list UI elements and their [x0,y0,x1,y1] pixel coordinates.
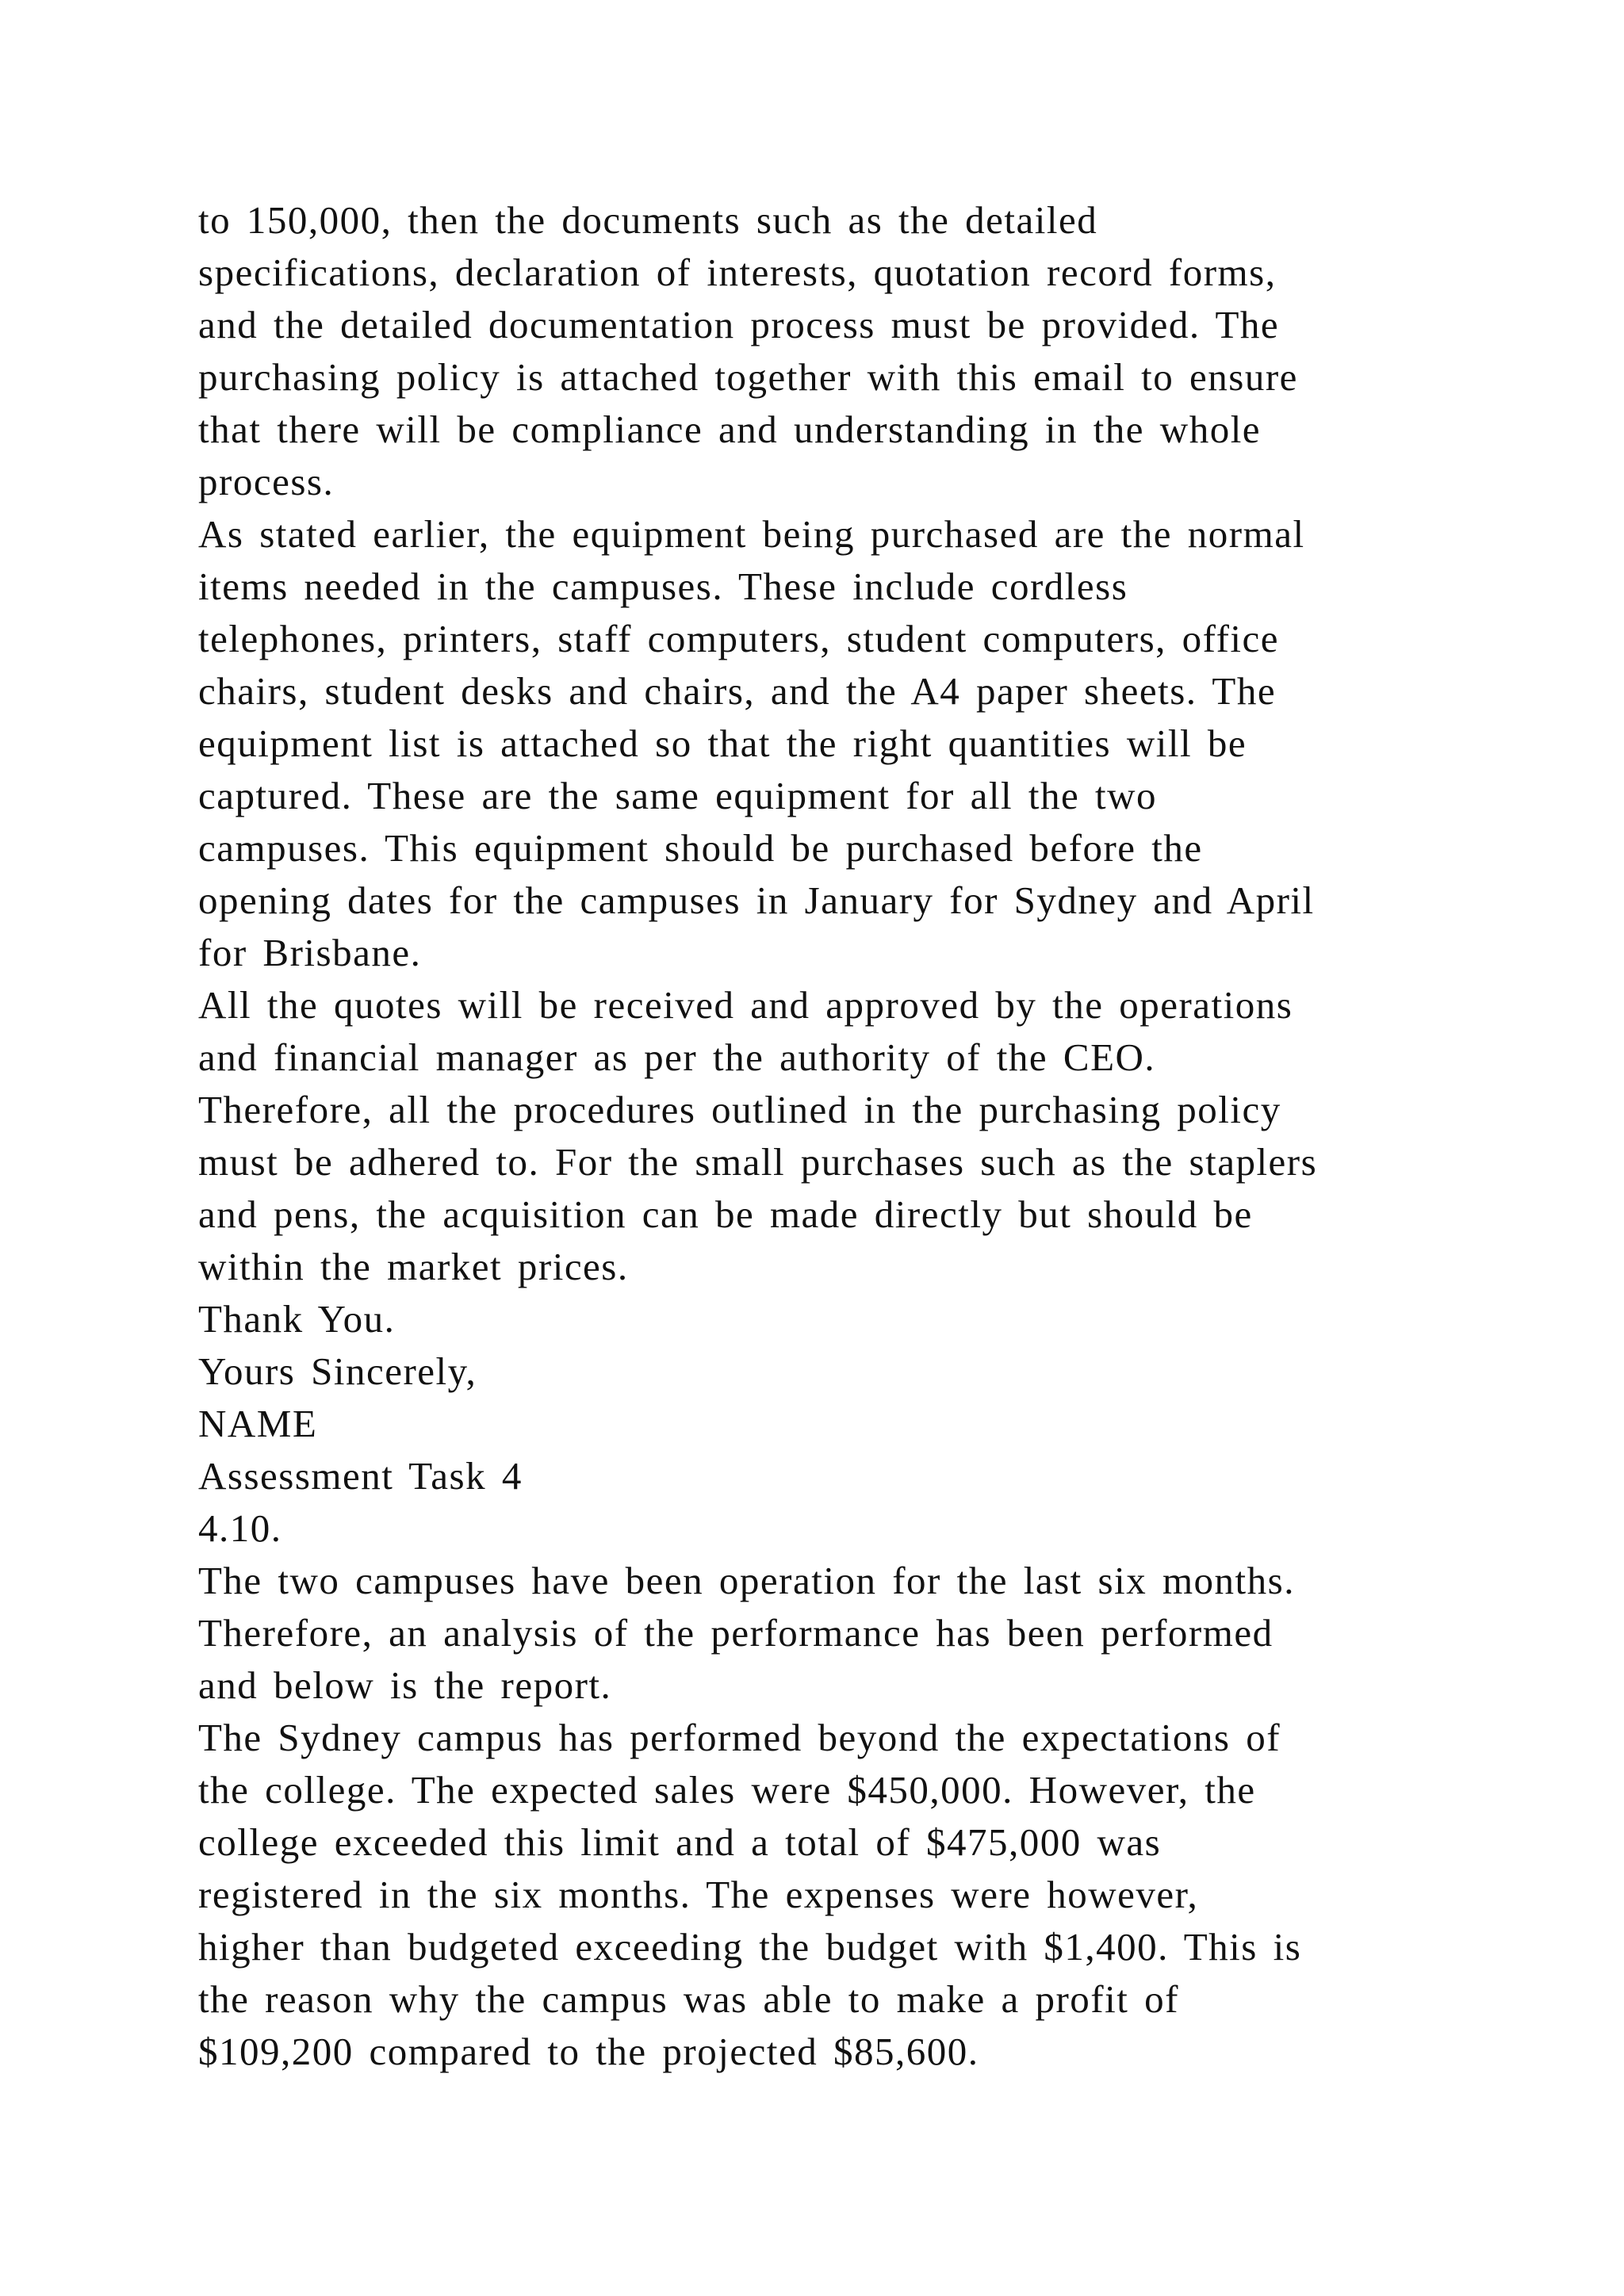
section-heading: Assessment Task 4 [198,1454,523,1498]
text-line: All the quotes will be received and approved by the operations [198,983,1293,1027]
text-line: captured. These are the same equipment for all the two [198,774,1157,817]
document-body [198,194,1467,2078]
text-line: within the market prices. [198,1245,629,1288]
text-line: $109,200 compared to the projected $85,600. [198,2030,979,2073]
text-line: items needed in the campuses. These include cordless [198,564,1128,608]
text-line: registered in the six months. The expenses were however, [198,1873,1199,1916]
text-line: The Sydney campus has performed beyond the expectations of [198,1716,1281,1759]
signature-name: NAME [198,1402,318,1445]
text-line: and the detailed documentation process must be provided. The [198,303,1280,346]
text-line: for Brisbane. [198,931,422,974]
text-line: college exceeded this limit and a total of $475,000 was [198,1820,1162,1864]
text-line: purchasing policy is attached together with this email to ensure [198,355,1298,399]
text-line: the reason why the campus was able to make a profit of [198,1977,1179,2021]
text-line: to 150,000, then the documents such as the detailed [198,198,1098,242]
text-line: and financial manager as per the authority of the CEO. [198,1035,1156,1079]
text-line: the college. The expected sales were $450,000. However, the [198,1768,1256,1812]
text-line: higher than budgeted exceeding the budget with $1,400. This is [198,1925,1302,1969]
closing-line: Thank You. [198,1297,396,1341]
sign-off-line: Yours Sincerely, [198,1349,477,1393]
text-line: and pens, the acquisition can be made directly but should be [198,1192,1253,1236]
text-line: campuses. This equipment should be purchased before the [198,826,1203,870]
text-line: specifications, declaration of interests, quotation record forms, [198,251,1277,294]
text-line: must be adhered to. For the small purchases such as the staplers [198,1140,1318,1184]
text-line: and below is the report. [198,1663,612,1707]
text-line: Therefore, an analysis of the performance has been performed [198,1611,1274,1655]
text-line: process. [198,460,335,503]
text-line: chairs, student desks and chairs, and the A4 paper sheets. The [198,669,1277,713]
text-line: opening dates for the campuses in January for Sydney and April [198,878,1315,922]
section-number: 4.10. [198,1506,282,1550]
text-line: Therefore, all the procedures outlined in the purchasing policy [198,1088,1281,1131]
text-line: As stated earlier, the equipment being purchased are the normal [198,512,1305,556]
text-line: that there will be compliance and understanding in the whole [198,408,1262,451]
text-line: telephones, printers, staff computers, student computers, office [198,617,1280,660]
text-line: The two campuses have been operation for the last six months. [198,1559,1295,1602]
text-line: equipment list is attached so that the right quantities will be [198,721,1247,765]
